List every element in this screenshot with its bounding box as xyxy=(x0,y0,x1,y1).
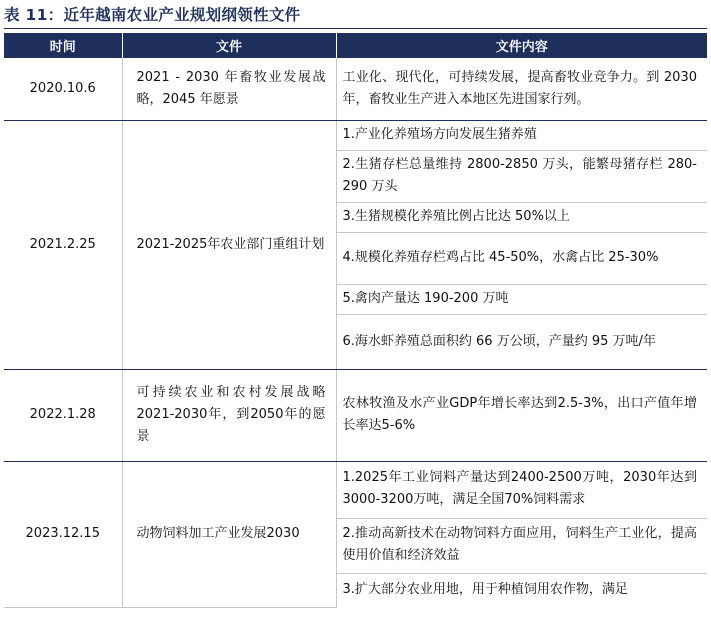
content-item: 2.推动高新技术在动物饲料方面应用，饲料生产工业化，提高使用价值和经济效益 xyxy=(336,518,707,573)
date-cell: 2021.2.25 xyxy=(4,120,122,369)
content-item: 2.生猪存栏总量维持 2800-2850 万头，能繁母猪存栏 280-290 万头 xyxy=(336,150,707,202)
document-cell: 2021-2025年农业部门重组计划 xyxy=(122,120,336,369)
date-cell: 2020.10.6 xyxy=(4,58,122,120)
policy-table xyxy=(4,33,707,608)
header-content: 文件内容 xyxy=(336,33,707,58)
title-rule xyxy=(4,28,707,29)
content-item: 1.2025年工业饲料产量达到2400-2500万吨，2030年达到3000-3200万吨，满足全国70%饲料需求 xyxy=(336,461,707,518)
content-cell: 工业化、现代化，可持续发展，提高畜牧业竞争力。到 2030 年，畜牧业生产进入本地区先进国家行列。 xyxy=(336,58,707,120)
document-cell: 动物饲料加工产业发展2030 xyxy=(122,461,336,607)
header-document: 文件 xyxy=(122,33,336,58)
content-item: 6.海水虾养殖总面积约 66 万公顷，产量约 95 万吨/年 xyxy=(336,314,707,369)
date-cell: 2022.1.28 xyxy=(4,369,122,461)
table-title: 表 11：近年越南农业产业规划纲领性文件 xyxy=(4,6,301,24)
content-item: 3.扩大部分农业用地，用于种植饲用农作物，满足 xyxy=(342,582,628,598)
document-cell: 2021 - 2030 年畜牧业发展战略，2045 年愿景 xyxy=(122,58,336,120)
table-row xyxy=(4,461,707,518)
table-row xyxy=(4,369,707,461)
table-row xyxy=(4,58,707,120)
content-item: 5.禽肉产量达 190-200 万吨 xyxy=(336,284,707,314)
date-cell: 2023.12.15 xyxy=(4,461,122,607)
content-item: 4.规模化养殖存栏鸡占比 45-50%，水禽占比 25-30% xyxy=(336,232,707,284)
header-time: 时间 xyxy=(4,33,122,58)
content-item: 1.产业化养殖场方向发展生猪养殖 xyxy=(336,120,707,150)
content-item: 3.生猪规模化养殖比例占比达 50%以上 xyxy=(336,202,707,232)
table-row xyxy=(4,120,707,150)
table-header-row xyxy=(4,33,707,58)
document-cell: 可持续农业和农村发展战略 2021-2030年，到2050年的愿景 xyxy=(122,369,336,461)
content-cell: 农林牧渔及水产业GDP年增长率达到2.5-3%，出口产值年增长率达5-6% xyxy=(336,369,707,461)
